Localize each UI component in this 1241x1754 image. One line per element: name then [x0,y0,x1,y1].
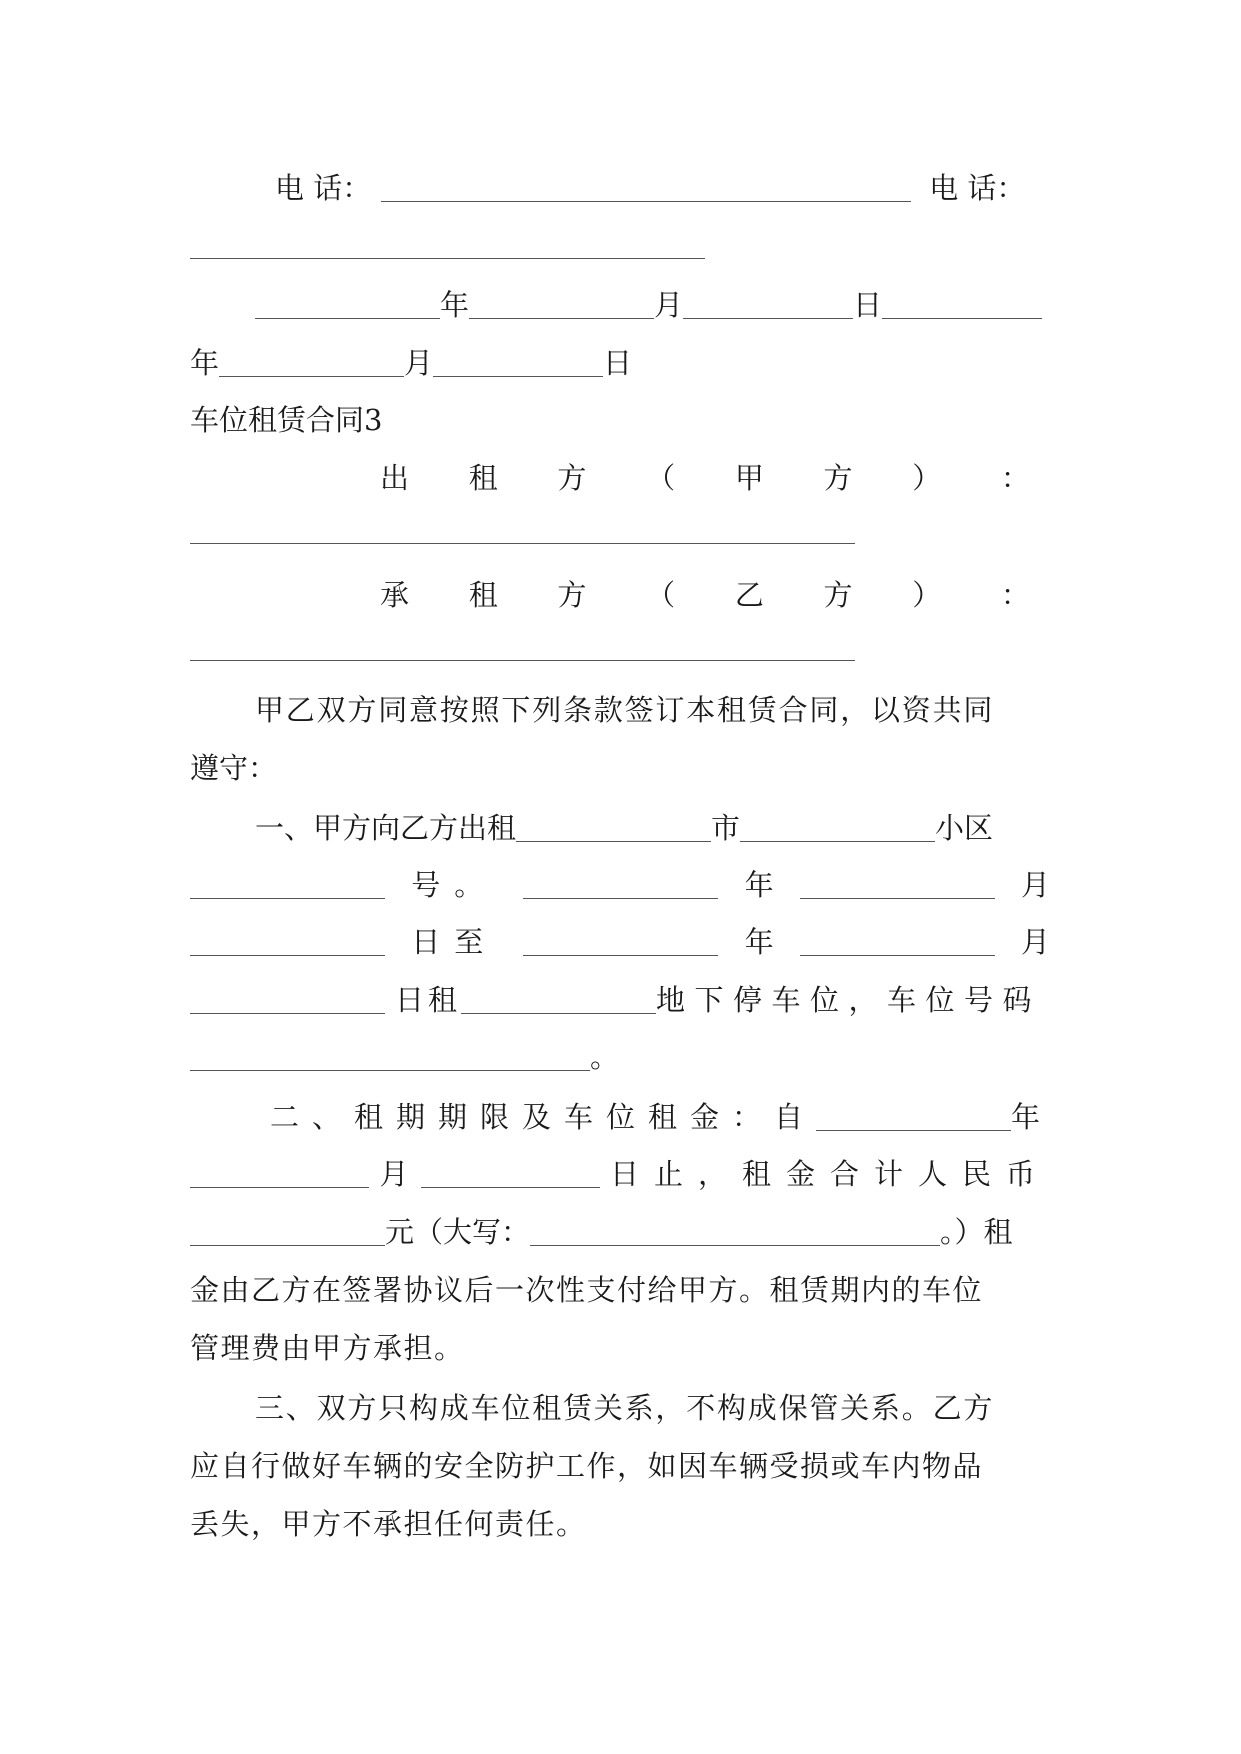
date-line-2 [190,343,1050,383]
lessee-line: 承 租 方 （ 乙 方 ） ： [380,578,1030,612]
day-label: 日 [853,288,883,322]
intro-line-1: 甲乙双方同意按照下列条款签订本租赁合同，以资共同 [255,693,995,727]
phone-label-2: 电 话： [929,171,1026,205]
clause1-line-4: 日租 地下停车位，车位号码 [190,980,1050,1020]
month-blank-2 [219,346,404,377]
date-line-1 [255,285,1050,325]
clause1-blank-1 [516,811,711,842]
clause1-blank-11 [190,1040,590,1071]
clause2-line-4: 金由乙方在签署协议后一次性支付给甲方。租赁期内的车位 [190,1273,984,1307]
clause2-blank-2 [190,1157,369,1188]
phone-line [275,168,1050,208]
clause2-blank-5 [530,1215,940,1246]
clause1-blank-9 [190,983,385,1014]
clause1-blank-10 [461,983,656,1014]
lessor-line: 出 租 方 （ 甲 方 ） ： [380,461,1030,495]
phone-blank [381,171,911,202]
lessor-blank-line [190,510,1050,550]
clause1-blank-6 [190,925,385,956]
clause2-line-3: 元（大写： 。）租 [190,1212,1050,1252]
clause1-blank-2 [740,811,935,842]
phone-blank-line-2 [190,225,1050,265]
clause1-blank-8 [800,925,995,956]
clause3-line-1: 三、双方只构成车位租赁关系，不构成保管关系。乙方 [255,1391,995,1425]
clause1-blank-5 [800,868,995,899]
clause1-line-3: 日至 年 月 [190,922,1050,962]
phone-blank-2 [190,228,705,259]
month-label-2: 月 [404,346,434,380]
clause1-line-2: 号。 年 月 [190,865,1050,905]
clause1-blank-4 [523,868,718,899]
lessor-blank [190,513,855,544]
clause2-blank-4 [190,1215,385,1246]
year-label: 年 [440,288,470,322]
clause1-blank-3 [190,868,385,899]
section-title: 车位租赁合同3 [190,403,383,437]
clause2-line-2: 月 日止，租金合计人民币 [190,1154,1050,1194]
intro-line-2: 遵守： [190,751,278,785]
clause1-blank-7 [523,925,718,956]
day-blank-2 [433,346,603,377]
lessee-blank [190,630,855,661]
month-label: 月 [654,288,684,322]
year-blank [255,288,440,319]
clause2-line-1: 二、租期期限及车位租金：自 年 [270,1100,1041,1134]
year-blank-2 [882,288,1042,319]
clause1-line-1: 一、甲方向乙方出租 市 小区 [255,811,994,845]
lessee-blank-line [190,627,1050,667]
day-label-2: 日 [603,346,633,380]
month-blank [469,288,654,319]
phone-label: 电 话： [275,171,372,205]
clause2-blank-3 [421,1157,600,1188]
day-blank [683,288,853,319]
clause2-blank-1 [816,1100,1011,1131]
clause3-line-2: 应自行做好车辆的安全防护工作，如因车辆受损或车内物品 [190,1449,984,1483]
clause1-line-5: 。 [190,1037,1050,1077]
year-label-2: 年 [190,346,220,380]
clause3-line-3: 丢失，甲方不承担任何责任。 [190,1507,587,1541]
clause2-line-5: 管理费由甲方承担。 [190,1331,465,1365]
